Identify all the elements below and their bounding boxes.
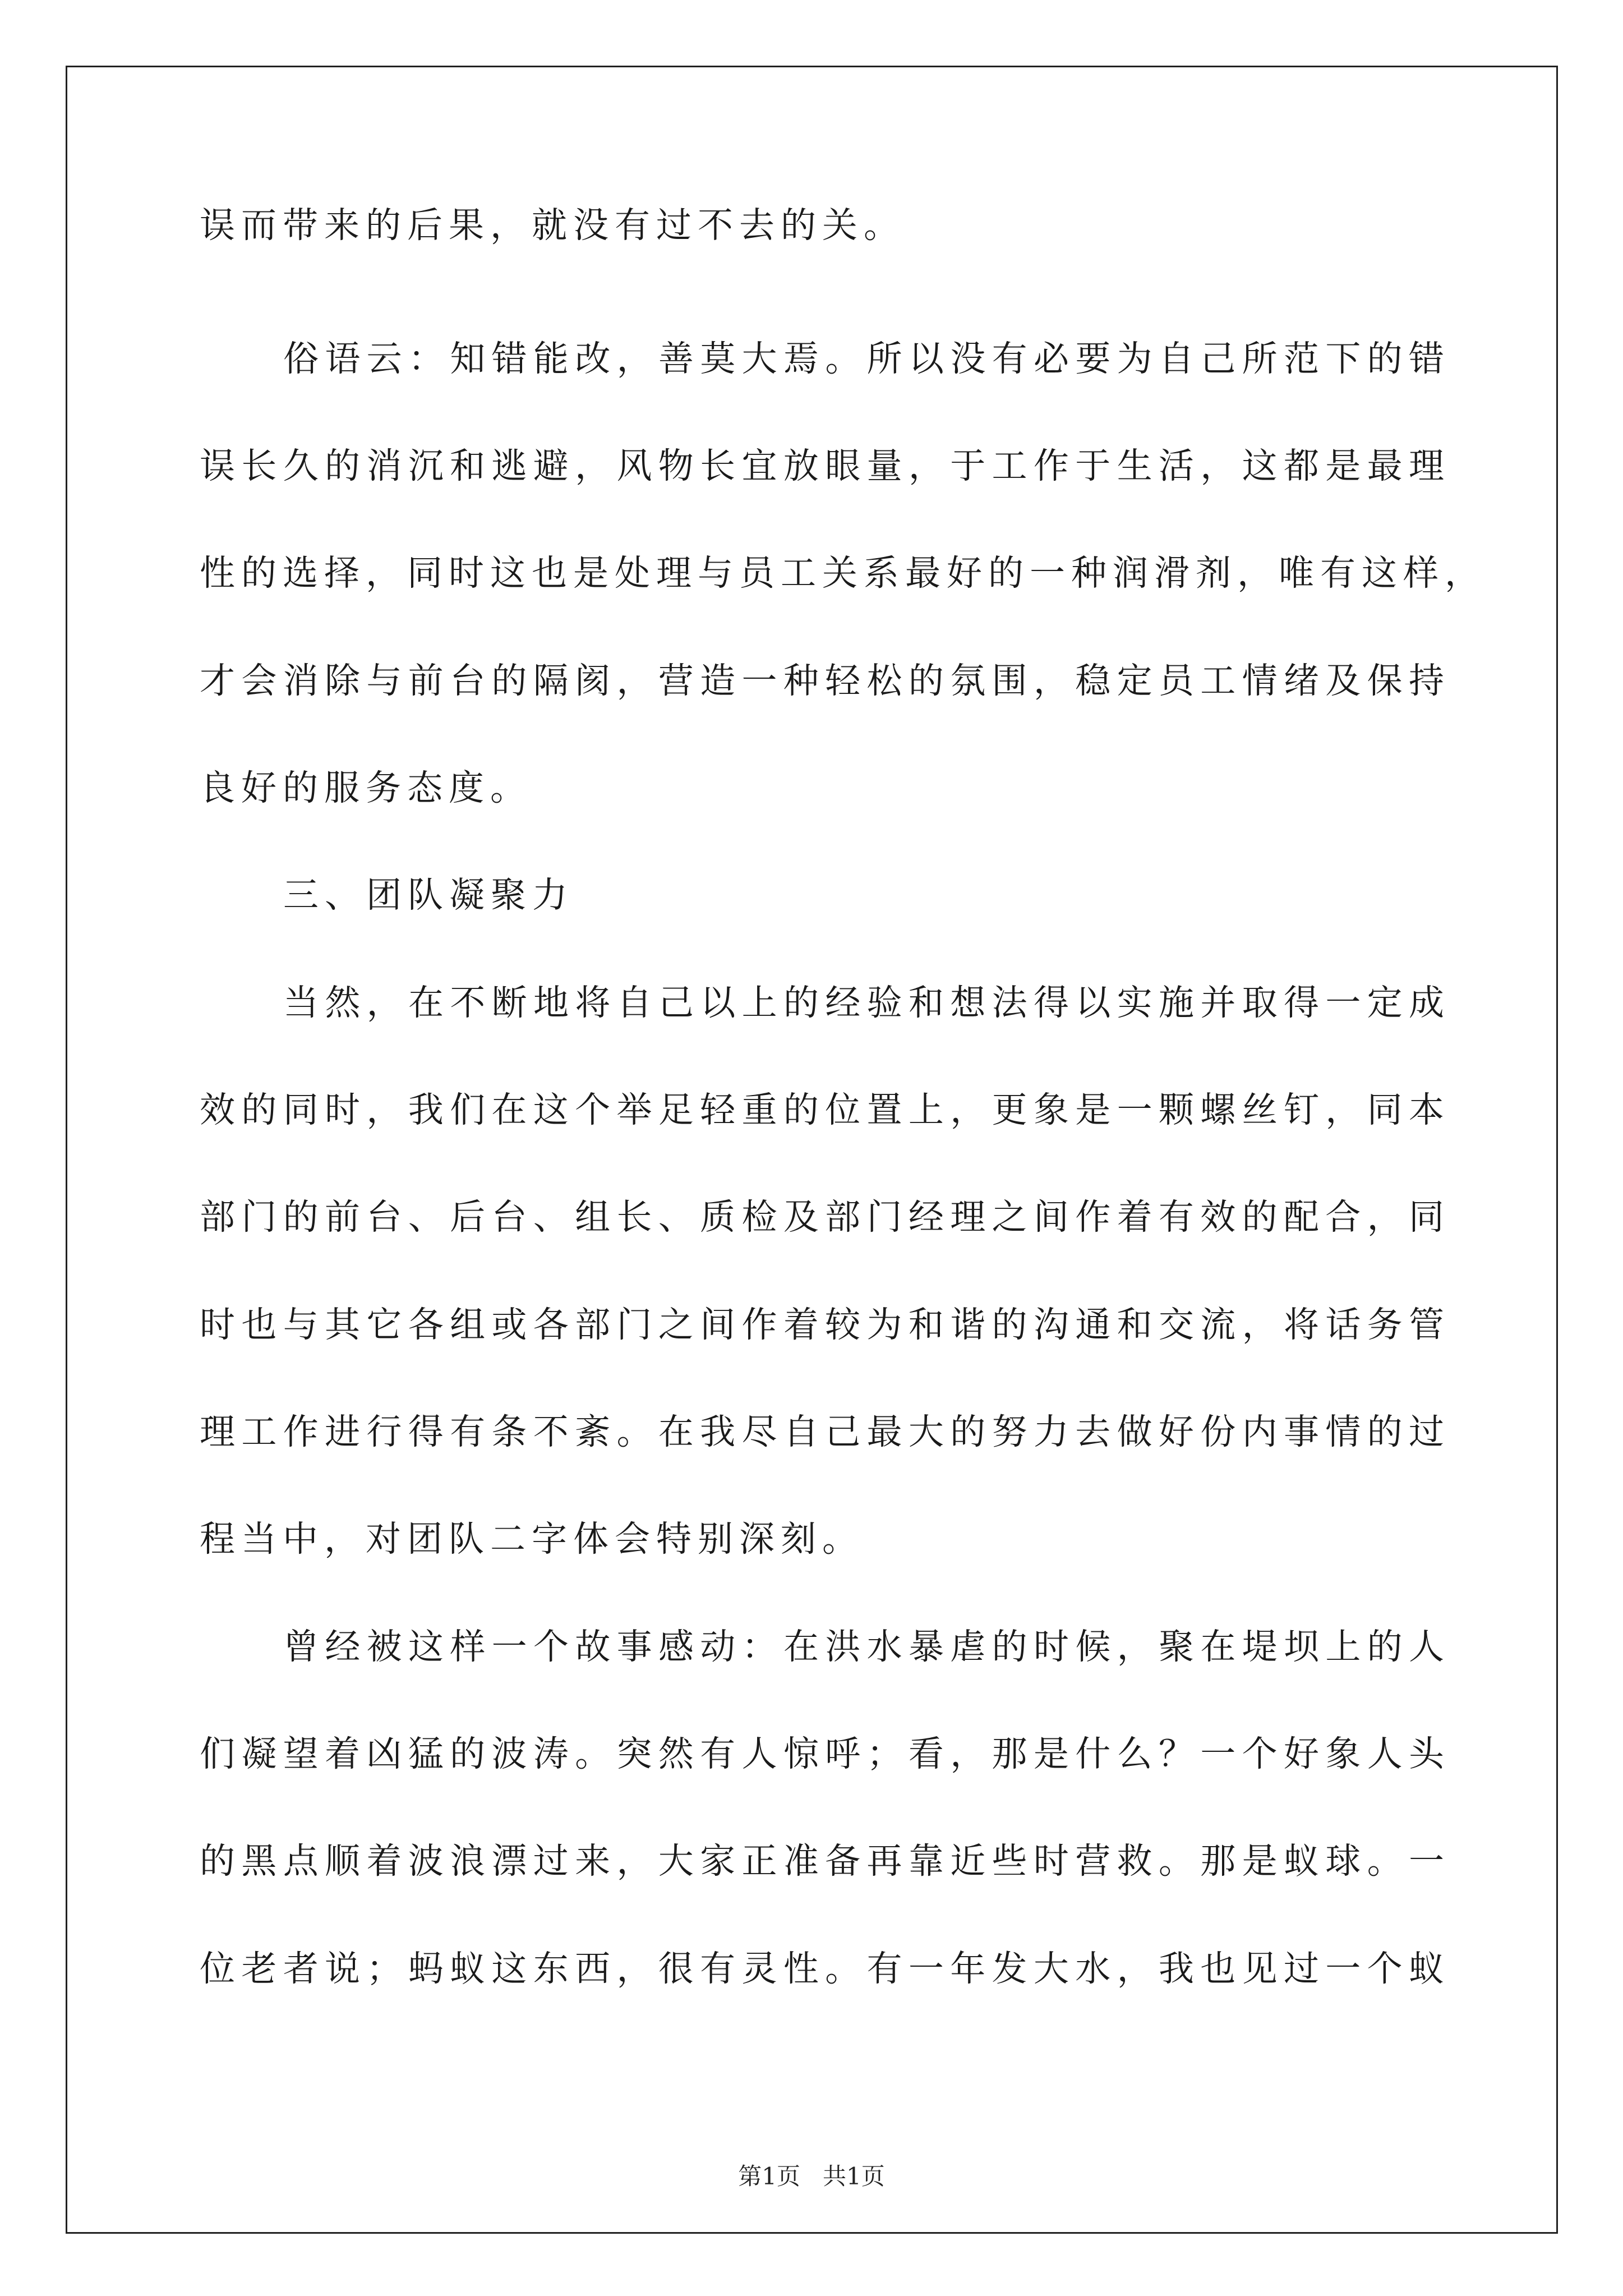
text-line-6: 良好的服务态度。 xyxy=(200,767,532,808)
paragraph-start-line-2: 俗语云：知错能改，善莫大焉。所以没有必要为自己所范下的错 xyxy=(283,338,1450,379)
text-line-15: 们凝望着凶猛的波涛。突然有人惊呼；看，那是什么？一个好象人头 xyxy=(200,1733,1450,1774)
text-line-12: 理工作进行得有条不紊。在我尽自己最大的努力去做好份内事情的过 xyxy=(200,1411,1450,1452)
page-number-footer: 第1页 共1页 xyxy=(738,2162,885,2190)
section-heading: 三、团队凝聚力 xyxy=(283,875,574,915)
page-border xyxy=(66,66,1558,2234)
text-line-4: 性的选择，同时这也是处理与员工关系最好的一种润滑剂，唯有这样， xyxy=(200,553,1486,593)
paragraph-start-line-14: 曾经被这样一个故事感动：在洪水暴虐的时候，聚在堤坝上的人 xyxy=(283,1626,1450,1667)
text-line-11: 时也与其它各组或各部门之间作着较为和谐的沟通和交流，将话务管 xyxy=(200,1304,1450,1345)
text-line-16: 的黑点顺着波浪漂过来，大家正准备再靠近些时营救。那是蚁球。一 xyxy=(200,1841,1450,1881)
paragraph-start-line-8: 当然，在不断地将自己以上的经验和想法得以实施并取得一定成 xyxy=(283,982,1450,1023)
text-line-5: 才会消除与前台的隔阂，营造一种轻松的氛围，稳定员工情绪及保持 xyxy=(200,660,1450,701)
text-line-10: 部门的前台、后台、组长、质检及部门经理之间作着有效的配合，同 xyxy=(200,1197,1450,1237)
text-line-13: 程当中，对团队二字体会特别深刻。 xyxy=(200,1519,864,1559)
text-line-1: 误而带来的后果，就没有过不去的关。 xyxy=(200,205,905,246)
text-line-9: 效的同时，我们在这个举足轻重的位置上，更象是一颗螺丝钉，同本 xyxy=(200,1089,1450,1130)
text-line-3: 误长久的消沉和逃避，风物长宜放眼量，于工作于生活，这都是最理 xyxy=(200,445,1450,486)
text-line-17: 位老者说；蚂蚁这东西，很有灵性。有一年发大水，我也见过一个蚁 xyxy=(200,1948,1450,1989)
